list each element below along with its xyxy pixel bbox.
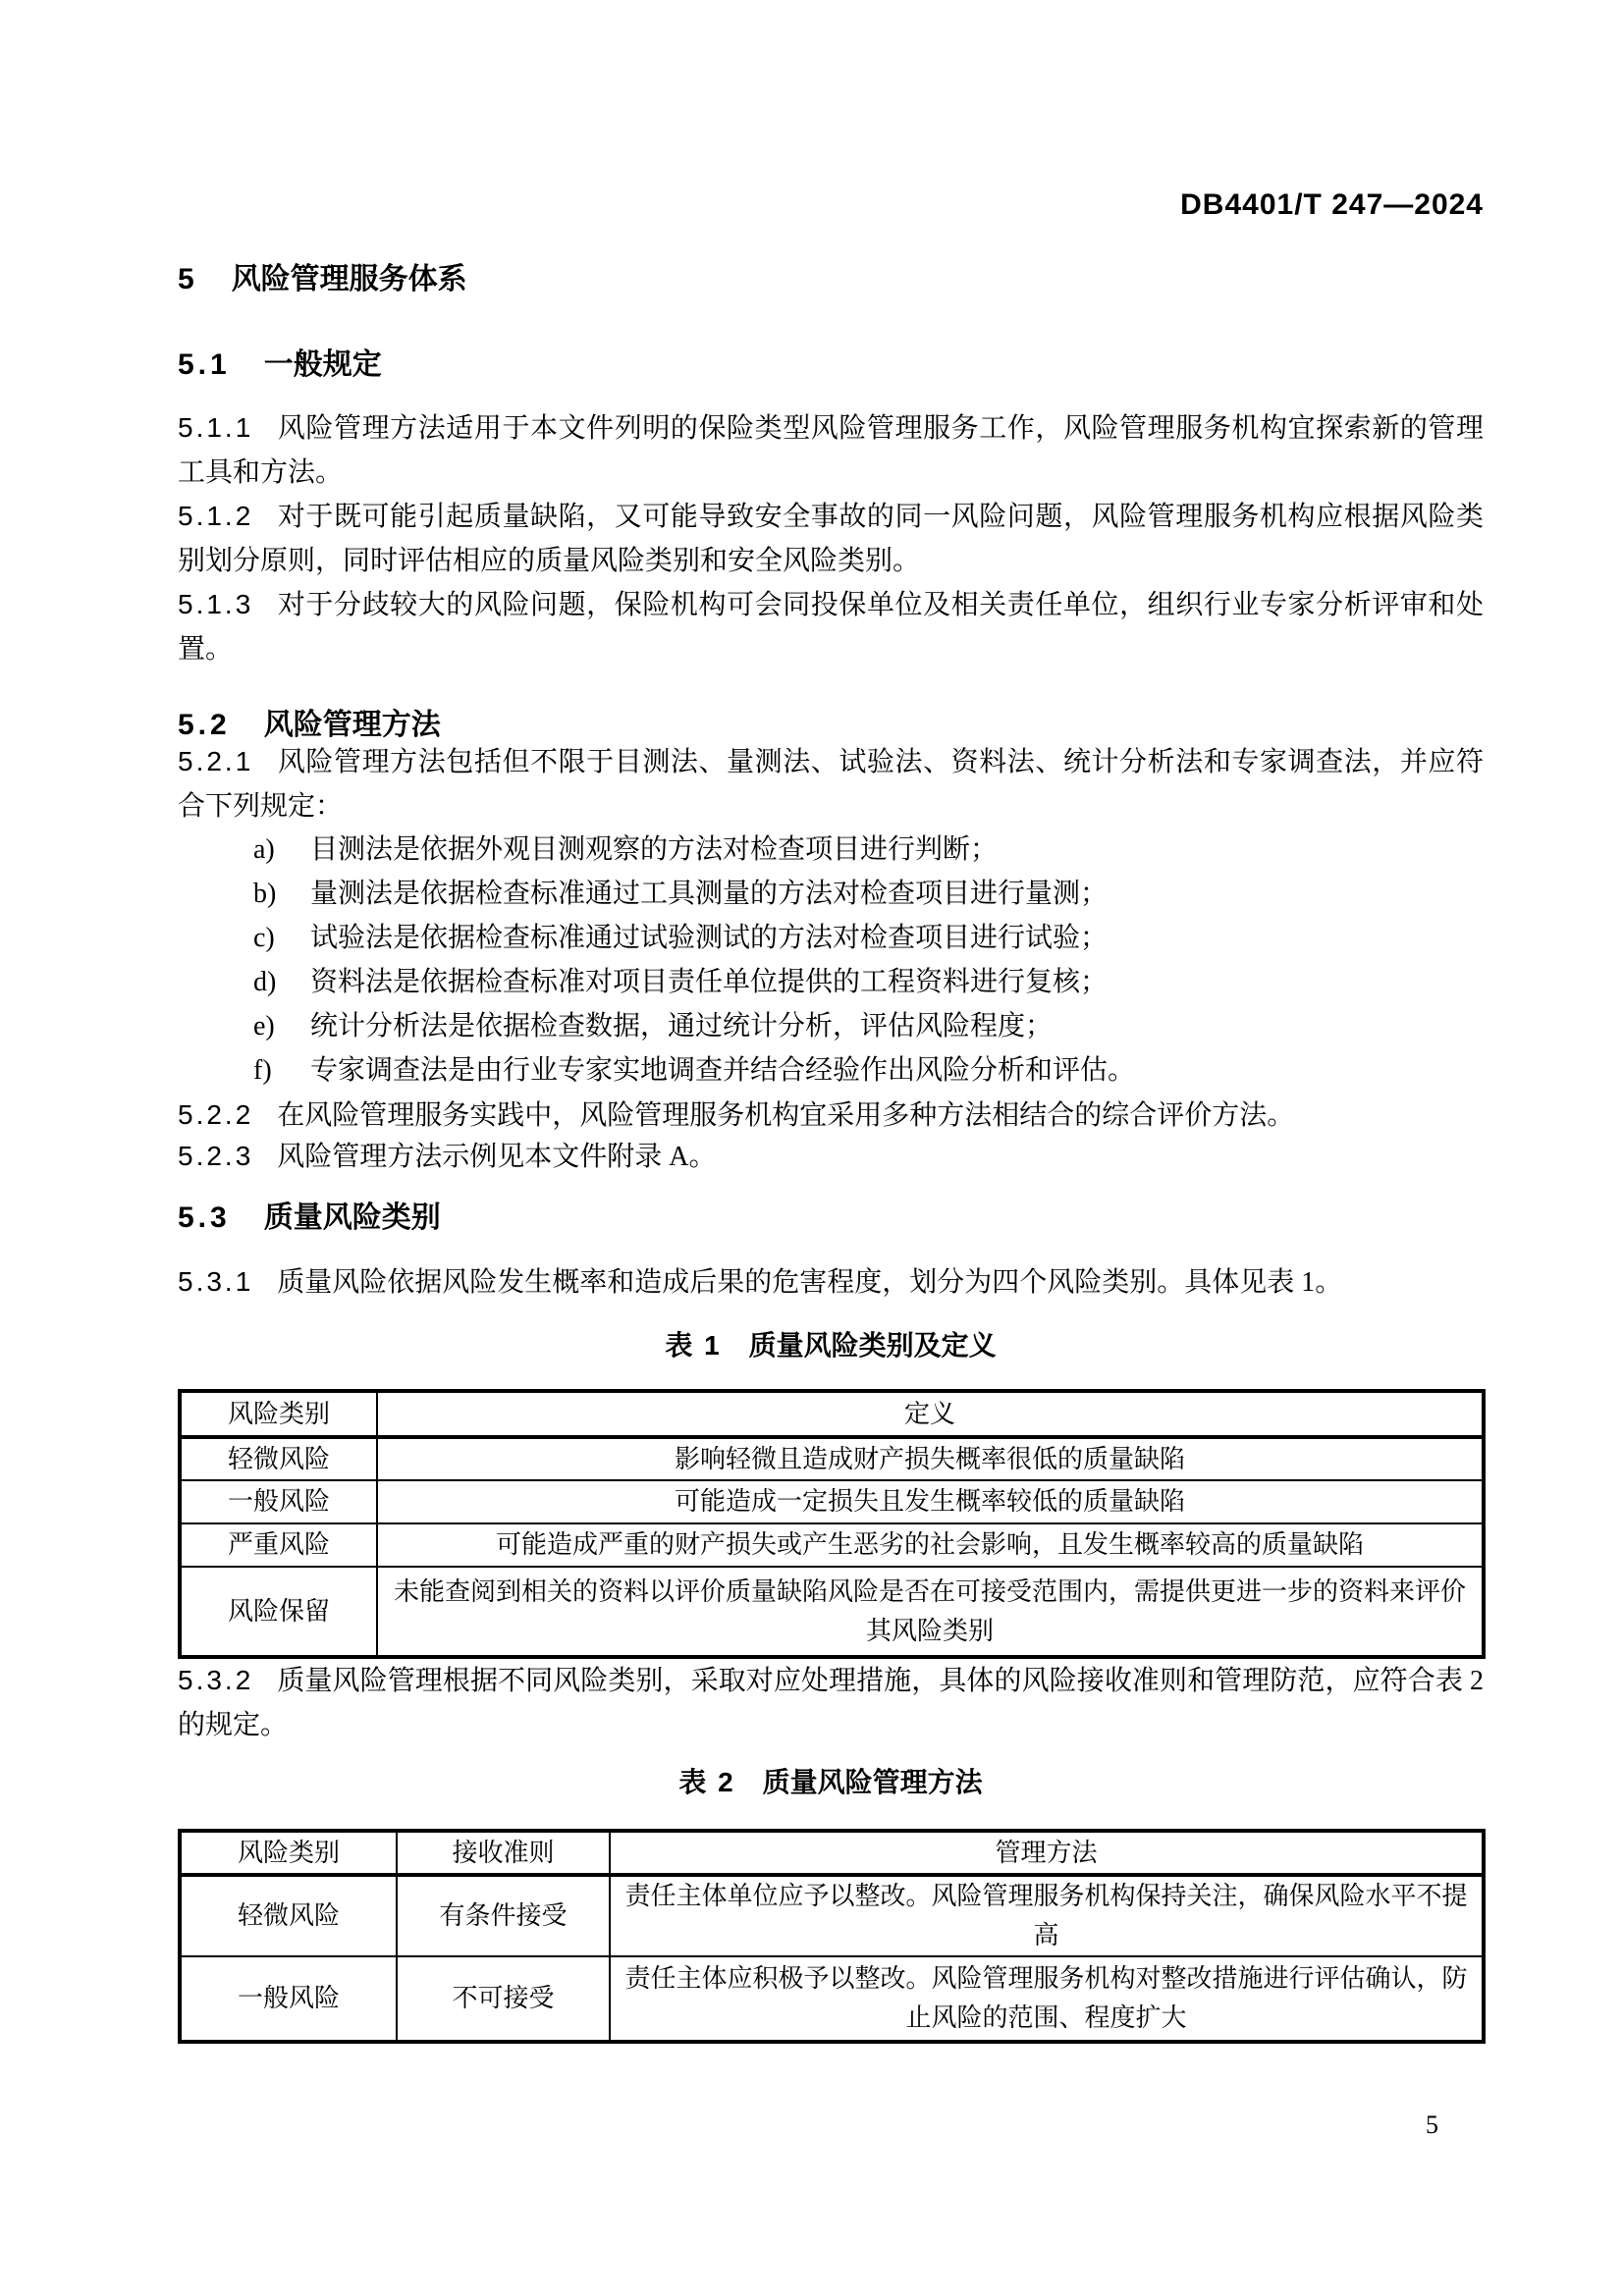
clause-number: 5.2.2 <box>178 1099 254 1130</box>
clause-text: 风险管理方法示例见本文件附录 A。 <box>277 1142 717 1172</box>
table-cell: 未能查阅到相关的资料以评价质量缺陷风险是否在可接受范围内，需提供更进一步的资料来评价其风险类别 <box>377 1567 1484 1657</box>
section-title: 质量风险类别 <box>263 1201 441 1234</box>
table-row <box>180 1480 1484 1523</box>
list-text: 量测法是依据检查标准通过工具测量的方法对检查项目进行量测； <box>310 879 1109 909</box>
list-item <box>178 1048 1484 1093</box>
table-caption-number: 表 1 <box>665 1330 722 1361</box>
table-cell: 可能造成严重的财产损失或产生恶劣的社会影响，且发生概率较高的质量缺陷 <box>377 1523 1484 1567</box>
clause-text: 在风险管理服务实践中，风险管理服务机构宜采用多种方法相结合的综合评价方法。 <box>277 1100 1295 1131</box>
table-header-row <box>180 1831 1484 1875</box>
table-header-row <box>180 1391 1484 1437</box>
table-row <box>180 1956 1484 2042</box>
clause-5-2-1 <box>178 739 1484 828</box>
list-marker: f) <box>253 1055 272 1086</box>
section-title: 一般规定 <box>263 348 382 381</box>
list-text: 资料法是依据检查标准对项目责任单位提供的工程资料进行复核； <box>310 967 1109 997</box>
list-text: 统计分析法是依据检查数据，通过统计分析，评估风险程度； <box>310 1011 1054 1041</box>
clause-5-3-1 <box>178 1259 1484 1305</box>
clause-number: 5.1.1 <box>178 412 254 443</box>
table-cell: 责任主体单位应予以整改。风险管理服务机构保持关注，确保风险水平不提高 <box>610 1875 1484 1956</box>
clause-number: 5.1.2 <box>178 501 254 531</box>
section-number: 5.2 <box>178 709 231 741</box>
list-marker: d) <box>253 967 277 997</box>
table-cell: 责任主体应积极予以整改。风险管理服务机构对整改措施进行评估确认，防止风险的范围、程度扩大 <box>610 1956 1484 2042</box>
page-number: 5 <box>1426 2110 1438 2139</box>
section-5-heading <box>178 260 1484 299</box>
clause-5-2-2 <box>178 1093 1484 1138</box>
table-caption-number: 表 2 <box>678 1767 735 1797</box>
section-5-1-heading <box>178 346 1484 385</box>
table-cell: 轻微风险 <box>180 1875 397 1956</box>
clause-text: 质量风险依据风险发生概率和造成后果的危害程度，划分为四个风险类别。具体见表 1。 <box>277 1267 1343 1298</box>
table-cell: 影响轻微且造成财产损失概率很低的质量缺陷 <box>377 1437 1484 1480</box>
table-row <box>180 1567 1484 1657</box>
list-marker: b) <box>253 879 277 909</box>
table-cell: 不可接受 <box>397 1956 610 2042</box>
clause-5-1-1 <box>178 405 1484 495</box>
clause-text: 风险管理方法包括但不限于目测法、量测法、试验法、资料法、统计分析法和专家调查法，并应符合下列规定： <box>178 747 1484 822</box>
clause-text: 质量风险管理根据不同风险类别，采取对应处理措施，具体的风险接收准则和管理防范，应符合表 2 的规定。 <box>178 1666 1484 1740</box>
section-number: 5.1 <box>178 348 231 381</box>
table-cell: 一般风险 <box>180 1480 377 1523</box>
clause-5-2-3 <box>178 1134 1484 1179</box>
clause-text: 对于分歧较大的风险问题，保险机构可会同投保单位及相关责任单位，组织行业专家分析评审和处置。 <box>178 590 1484 665</box>
table-row <box>180 1437 1484 1480</box>
table-cell: 一般风险 <box>180 1956 397 2042</box>
list-item <box>178 916 1484 960</box>
table-cell: 轻微风险 <box>180 1437 377 1480</box>
table-header-cell: 管理方法 <box>610 1831 1484 1875</box>
list-item <box>178 1004 1484 1048</box>
table-header-cell: 定义 <box>377 1391 1484 1437</box>
table-caption-title: 质量风险类别及定义 <box>748 1330 997 1361</box>
clause-5-1-2 <box>178 494 1484 583</box>
list-marker: e) <box>253 1011 275 1041</box>
table-1-caption <box>178 1327 1484 1364</box>
section-number: 5.3 <box>178 1201 231 1234</box>
method-list <box>178 828 1484 1093</box>
list-text: 专家调查法是由行业专家实地调查并结合经验作出风险分析和评估。 <box>310 1055 1136 1086</box>
list-item <box>178 960 1484 1004</box>
section-number: 5 <box>178 263 198 295</box>
table-cell: 严重风险 <box>180 1523 377 1567</box>
clause-text: 风险管理方法适用于本文件列明的保险类型风险管理服务工作，风险管理服务机构宜探索新的管理工具和方法。 <box>178 413 1484 488</box>
clause-number: 5.1.3 <box>178 589 254 619</box>
section-title: 风险管理服务体系 <box>231 263 467 295</box>
clause-text: 对于既可能引起质量缺陷，又可能导致安全事故的同一风险问题，风险管理服务机构应根据风险类别划分原则，同时评估相应的质量风险类别和安全风险类别。 <box>178 502 1484 576</box>
section-title: 风险管理方法 <box>263 709 441 741</box>
table-cell: 风险保留 <box>180 1567 377 1657</box>
table-2-risk-management <box>178 1829 1486 2044</box>
clause-5-3-2 <box>178 1658 1484 1747</box>
table-row <box>180 1523 1484 1567</box>
clause-5-1-3 <box>178 582 1484 671</box>
table-header-cell: 风险类别 <box>180 1831 397 1875</box>
list-marker: a) <box>253 834 275 865</box>
section-5-3-heading <box>178 1199 1484 1238</box>
table-header-cell: 接收准则 <box>397 1831 610 1875</box>
table-1-risk-categories <box>178 1389 1486 1659</box>
list-text: 试验法是依据检查标准通过试验测试的方法对检查项目进行试验； <box>310 923 1109 953</box>
table-header-cell: 风险类别 <box>180 1391 377 1437</box>
clause-number: 5.3.1 <box>178 1266 254 1297</box>
clause-number: 5.2.1 <box>178 746 254 776</box>
list-text: 目测法是依据外观目测观察的方法对检查项目进行判断； <box>310 834 999 865</box>
table-row <box>180 1875 1484 1956</box>
clause-number: 5.3.2 <box>178 1665 254 1695</box>
table-2-caption <box>178 1764 1484 1801</box>
list-marker: c) <box>253 923 275 953</box>
clause-number: 5.2.3 <box>178 1141 254 1171</box>
table-cell: 可能造成一定损失且发生概率较低的质量缺陷 <box>377 1480 1484 1523</box>
list-item <box>178 828 1484 872</box>
table-caption-title: 质量风险管理方法 <box>762 1767 983 1797</box>
header-doc-code: DB4401/T 247—2024 <box>1180 188 1484 221</box>
table-cell: 有条件接受 <box>397 1875 610 1956</box>
list-item <box>178 872 1484 916</box>
